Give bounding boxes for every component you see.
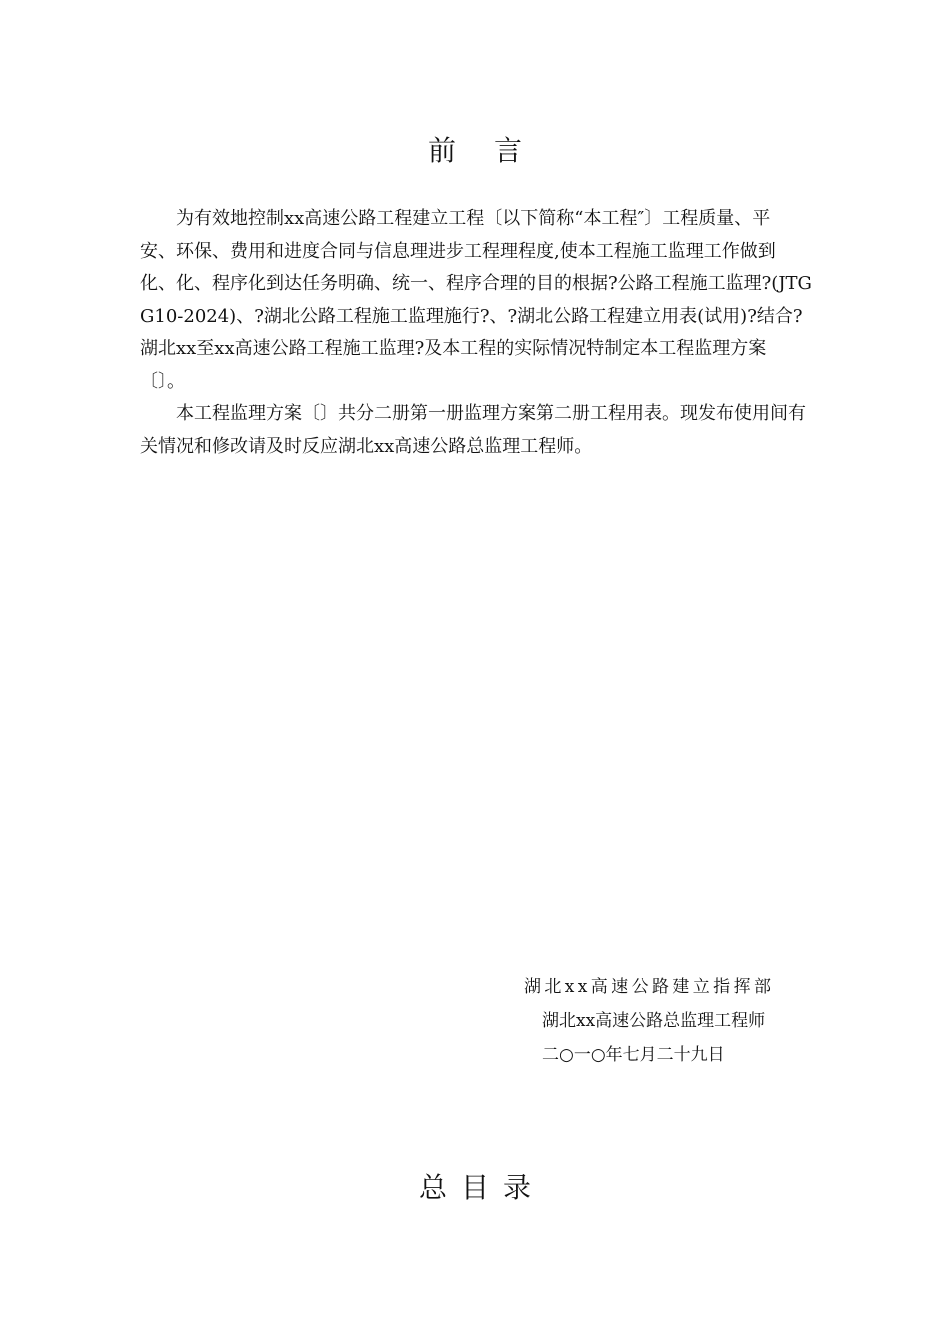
preface-line: 关情况和修改请及时反应湖北xx高速公路总监理工程师。 [140, 435, 593, 457]
preface-title-char: 言 [494, 134, 523, 167]
signature-date: 二○一○年七月二十九日 [542, 1045, 725, 1065]
preface-title [0, 134, 950, 167]
preface-line: 化、化、程序化到达任务明确、统一、程序合理的目的根据?公路工程施工监理?(JTG [140, 273, 812, 294]
preface-line: 安、环保、费用和进度合同与信息理进步工程理程度,使本工程施工监理工作做到 [140, 240, 776, 262]
toc-title [0, 1171, 950, 1204]
preface-line: 湖北xx至xx高速公路工程施工监理?及本工程的实际情况特制定本工程监理方案 [140, 338, 767, 359]
toc-title-char: 总 [418, 1171, 447, 1204]
signature-org-supervisor: 湖北xx高速公路总监理工程师 [542, 1011, 766, 1031]
preface-line: 〔〕。 [140, 370, 185, 392]
signature-org-headquarters: 湖北xx高速公路建立指挥部 [524, 977, 775, 997]
preface-line: 为有效地控制xx高速公路工程建立工程〔以下简称“本工程″〕工程质量、平 [176, 208, 771, 229]
toc-title-char: 录 [503, 1171, 532, 1204]
toc-title-char: 目 [460, 1171, 489, 1204]
preface-title-char: 前 [427, 134, 456, 167]
signature-block [524, 970, 774, 1072]
preface-line: 本工程监理方案〔〕共分二册第一册监理方案第二册工程用表。现发布使用间有 [176, 403, 806, 424]
preface-line: G10-2024)、?湖北公路工程施工监理施行?、?湖北公路工程建立用表(试用)?结合? [140, 305, 803, 327]
preface-body [140, 203, 856, 463]
